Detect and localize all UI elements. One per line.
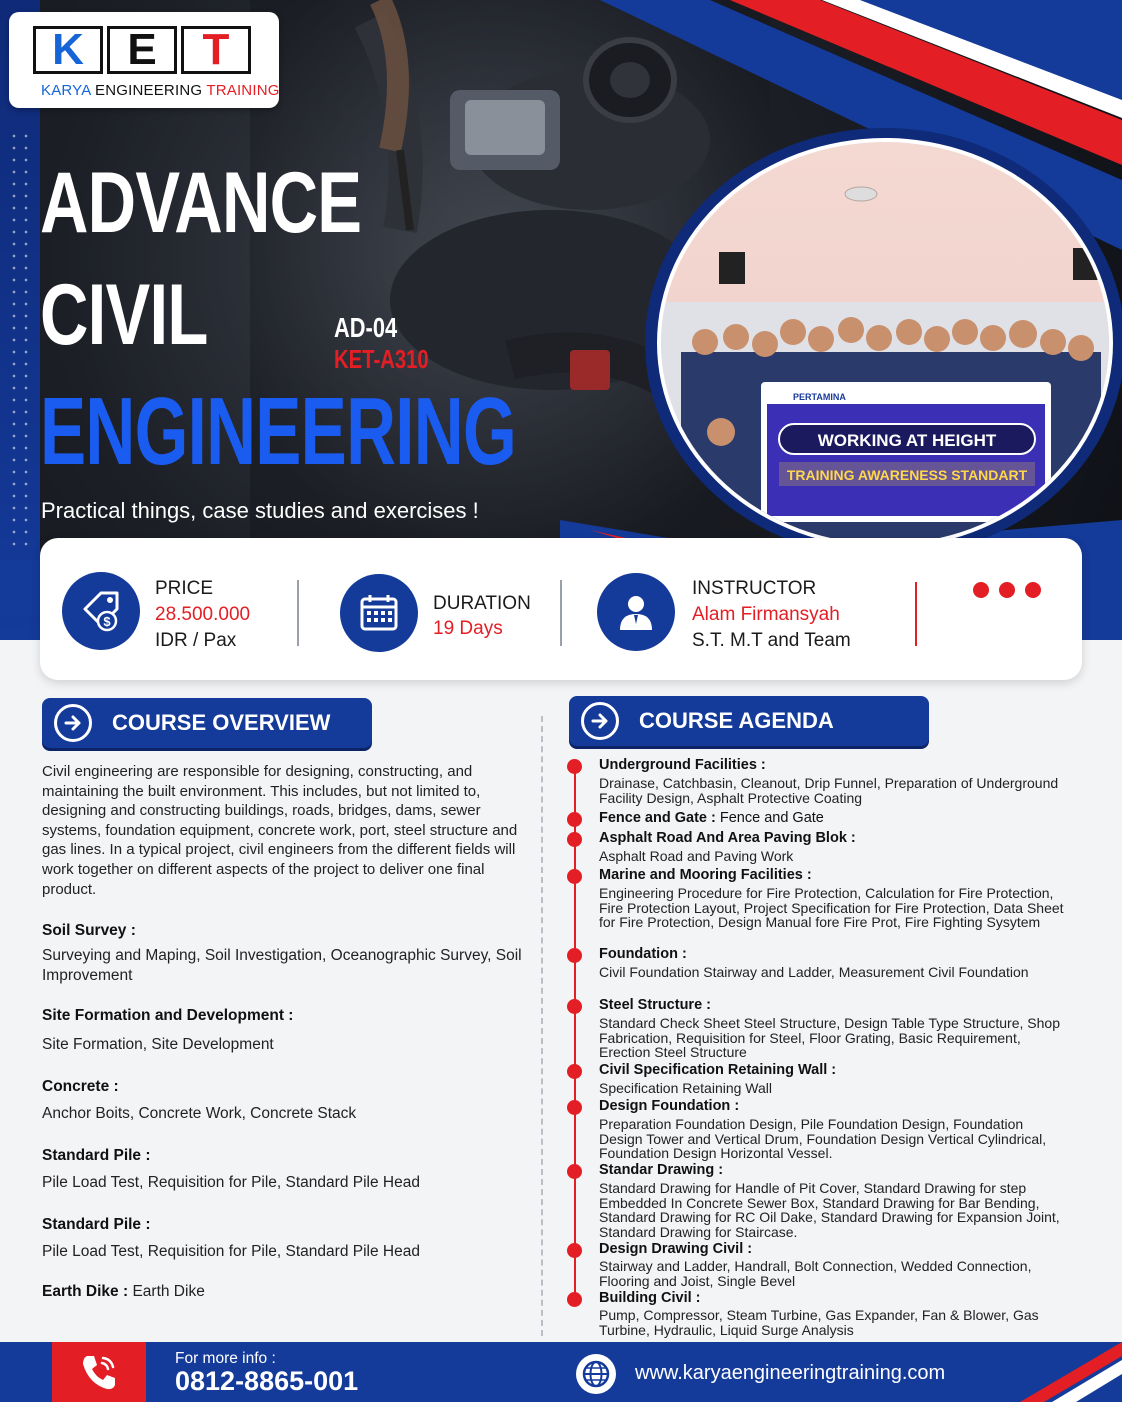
agenda-timeline bbox=[574, 768, 576, 1302]
duration-label: DURATION bbox=[433, 593, 531, 614]
phone-icon bbox=[77, 1350, 121, 1394]
user-icon bbox=[597, 573, 675, 651]
timeline-dot bbox=[567, 869, 582, 884]
more-info-label: For more info : bbox=[175, 1350, 276, 1367]
agenda-item-body: Stairway and Ladder, Handrall, Bolt Connection, Wedded Connection, Flooring and Joist, Single Bevel bbox=[599, 1258, 1032, 1289]
agenda-item-body: Fence and Gate bbox=[719, 810, 824, 826]
topic-title: Standard Pile : bbox=[42, 1147, 151, 1164]
topic-body: Earth Dike bbox=[132, 1283, 205, 1300]
phone-number[interactable]: 0812-8865-001 bbox=[175, 1366, 359, 1396]
course-id: KET-A310 bbox=[334, 344, 429, 374]
topic-earth-dike bbox=[42, 1283, 205, 1301]
calendar-icon bbox=[340, 574, 418, 652]
agenda-item-body: Preparation Foundation Design, Pile Foundation Design, Foundation Design Tower and Vertical Drum, Foundation Design Vertical Cylindrical, Foundation Design Horizontal Vessel. bbox=[599, 1116, 1047, 1162]
topic-title: Earth Dike : bbox=[42, 1283, 129, 1300]
dot-pattern bbox=[8, 130, 32, 550]
price-tag-icon bbox=[62, 572, 140, 650]
logo-letter-t: T bbox=[181, 26, 251, 74]
timeline-dot bbox=[567, 1243, 582, 1258]
agenda-item-body: Pump, Compressor, Steam Turbine, Gas Expander, Fan & Blower, Gas Turbine, Hydraulic, Liquid Surge Analysis bbox=[599, 1307, 1039, 1338]
topic-body: Pile Load Test, Requisition for Pile, Standard Pile Head bbox=[42, 1243, 420, 1260]
footer-bar bbox=[0, 1342, 1122, 1402]
agenda-item-title: Design Drawing Civil : bbox=[599, 1241, 753, 1257]
footer-stripes bbox=[960, 1342, 1122, 1402]
agenda-item-body: Standard Check Sheet Steel Structure, Design Table Type Structure, Shop Fabrication, Requisition for Steel, Floor Grating, Basic Requirement, Erection Steel Structure bbox=[599, 1015, 1060, 1061]
agenda-item-title: Steel Structure : bbox=[599, 997, 711, 1013]
banner-subtitle: TRAINING AWARENESS STANDART bbox=[786, 467, 1028, 483]
decor-dot bbox=[999, 582, 1015, 598]
globe-icon bbox=[576, 1354, 616, 1394]
agenda-item-title: Civil Specification Retaining Wall : bbox=[599, 1062, 837, 1078]
divider bbox=[560, 580, 562, 646]
training-group-photo bbox=[657, 138, 1113, 548]
logo-letter-k: K bbox=[33, 26, 103, 74]
overview-intro: Civil engineering are responsible for designing, constructing, and maintaining the built environment. This includes, but not limited to, designing and constructing buildings, roads, bridges, dams, sewer systems, foundation equipment, concrete work, port, steel structure and gas lines. In a typical project, civil engineers from the different fields will work together on different aspects of the project to deliver one final product. bbox=[42, 763, 518, 898]
decor-dot bbox=[973, 582, 989, 598]
topic-body: Site Formation, Site Development bbox=[42, 1036, 274, 1053]
timeline-dot bbox=[567, 832, 582, 847]
topic-title: Standard Pile : bbox=[42, 1216, 151, 1233]
topic-body: Pile Load Test, Requisition for Pile, Standard Pile Head bbox=[42, 1174, 420, 1191]
banner-title: WORKING AT HEIGHT bbox=[817, 431, 997, 450]
agenda-item-title-inline bbox=[599, 810, 824, 826]
decor-dot bbox=[1025, 582, 1041, 598]
agenda-item-title: Building Civil : bbox=[599, 1290, 701, 1306]
timeline-dot bbox=[567, 759, 582, 774]
agenda-item-title: Standar Drawing : bbox=[599, 1162, 724, 1178]
agenda-item-body: Civil Foundation Stairway and Ladder, Measurement Civil Foundation bbox=[599, 964, 1029, 980]
course-code: AD-04 bbox=[334, 312, 398, 343]
website-link[interactable]: www.karyaengineeringtraining.com bbox=[635, 1362, 946, 1384]
logo-wordmark bbox=[41, 82, 280, 99]
topic-title: Soil Survey : bbox=[42, 922, 136, 939]
topic-title: Concrete : bbox=[42, 1078, 119, 1095]
phone-button[interactable] bbox=[52, 1342, 146, 1402]
timeline-dot bbox=[567, 812, 582, 827]
agenda-item-title: Design Foundation : bbox=[599, 1098, 740, 1114]
topic-body: Anchor Boits, Concrete Work, Concrete Stack bbox=[42, 1105, 357, 1122]
arrow-right-icon bbox=[54, 704, 92, 742]
logo-word-engineering: ENGINEERING bbox=[95, 82, 203, 99]
agenda-item-body: Drainase, Catchbasin, Cleanout, Drip Funnel, Preparation of Underground Facility Design, Asphalt Protective Coating bbox=[599, 775, 1059, 806]
timeline-dot bbox=[567, 948, 582, 963]
instructor-title: S.T. M.T and Team bbox=[692, 630, 851, 651]
timeline-dot bbox=[567, 999, 582, 1014]
price-unit: IDR / Pax bbox=[155, 630, 237, 651]
timeline-dot bbox=[567, 1164, 582, 1179]
agenda-item-body: Specification Retaining Wall bbox=[599, 1080, 773, 1096]
agenda-item-title: Fence and Gate : bbox=[599, 810, 716, 826]
company-logo[interactable] bbox=[9, 12, 279, 108]
agenda-item-title: Asphalt Road And Area Paving Blok : bbox=[599, 830, 856, 846]
overview-header bbox=[42, 698, 372, 748]
agenda-item-title: Foundation : bbox=[599, 946, 687, 962]
agenda-item-title: Underground Facilities : bbox=[599, 757, 766, 773]
agenda-item-body: Standard Drawing for Handle of Pit Cover, Standard Drawing for step Embedded In Concrete Sewer Box, Standard Drawing for Bar Bending, Standard Drawing for RC Oil Dake, Standard Drawing for Expansion Joint, Standard Drawing for Staircase. bbox=[599, 1180, 1060, 1240]
tagline: Practical things, case studies and exercises ! bbox=[41, 498, 479, 523]
topic-title: Site Formation and Development : bbox=[42, 1007, 294, 1024]
agenda-title: COURSE AGENDA bbox=[639, 708, 834, 733]
title-line-2: CIVIL bbox=[40, 267, 208, 363]
timeline-dot bbox=[567, 1100, 582, 1115]
price-label: PRICE bbox=[155, 578, 214, 599]
agenda-item-body: Engineering Procedure for Fire Protection, Calculation for Fire Protection, Fire Protection Layout, Project Specification for Fire Protection, Data Sheet for Fire Protection, Design Manual fore Fire Prot, Fire Fighting Sysytem bbox=[599, 885, 1064, 931]
column-divider bbox=[541, 716, 543, 1336]
timeline-dot bbox=[567, 1292, 582, 1307]
title-line-1: ADVANCE bbox=[40, 155, 362, 251]
title-line-3: ENGINEERING bbox=[40, 378, 516, 485]
instructor-name: Alam Firmansyah bbox=[692, 604, 840, 625]
instructor-label: INSTRUCTOR bbox=[692, 578, 817, 599]
agenda-header bbox=[569, 696, 929, 746]
logo-word-karya: KARYA bbox=[41, 82, 91, 99]
logo-letter-e: E bbox=[107, 26, 177, 74]
banner-logo: PERTAMINA bbox=[793, 392, 846, 402]
timeline-dot bbox=[567, 1064, 582, 1079]
divider bbox=[915, 582, 917, 646]
duration-value: 19 Days bbox=[433, 618, 503, 639]
price-value: 28.500.000 bbox=[155, 604, 251, 625]
arrow-right-icon bbox=[581, 702, 619, 740]
agenda-item-title: Marine and Mooring Facilities : bbox=[599, 867, 812, 883]
overview-title: COURSE OVERVIEW bbox=[112, 710, 331, 735]
agenda-item-body: Asphalt Road and Paving Work bbox=[599, 848, 794, 864]
svg-text:$: $ bbox=[103, 614, 111, 629]
topic-body: Surveying and Maping, Soil Investigation, Oceanographic Survey, Soil Improvement bbox=[42, 947, 522, 984]
course-info-card bbox=[40, 538, 1082, 680]
divider bbox=[297, 580, 299, 646]
logo-word-training: TRAINING bbox=[206, 82, 280, 99]
